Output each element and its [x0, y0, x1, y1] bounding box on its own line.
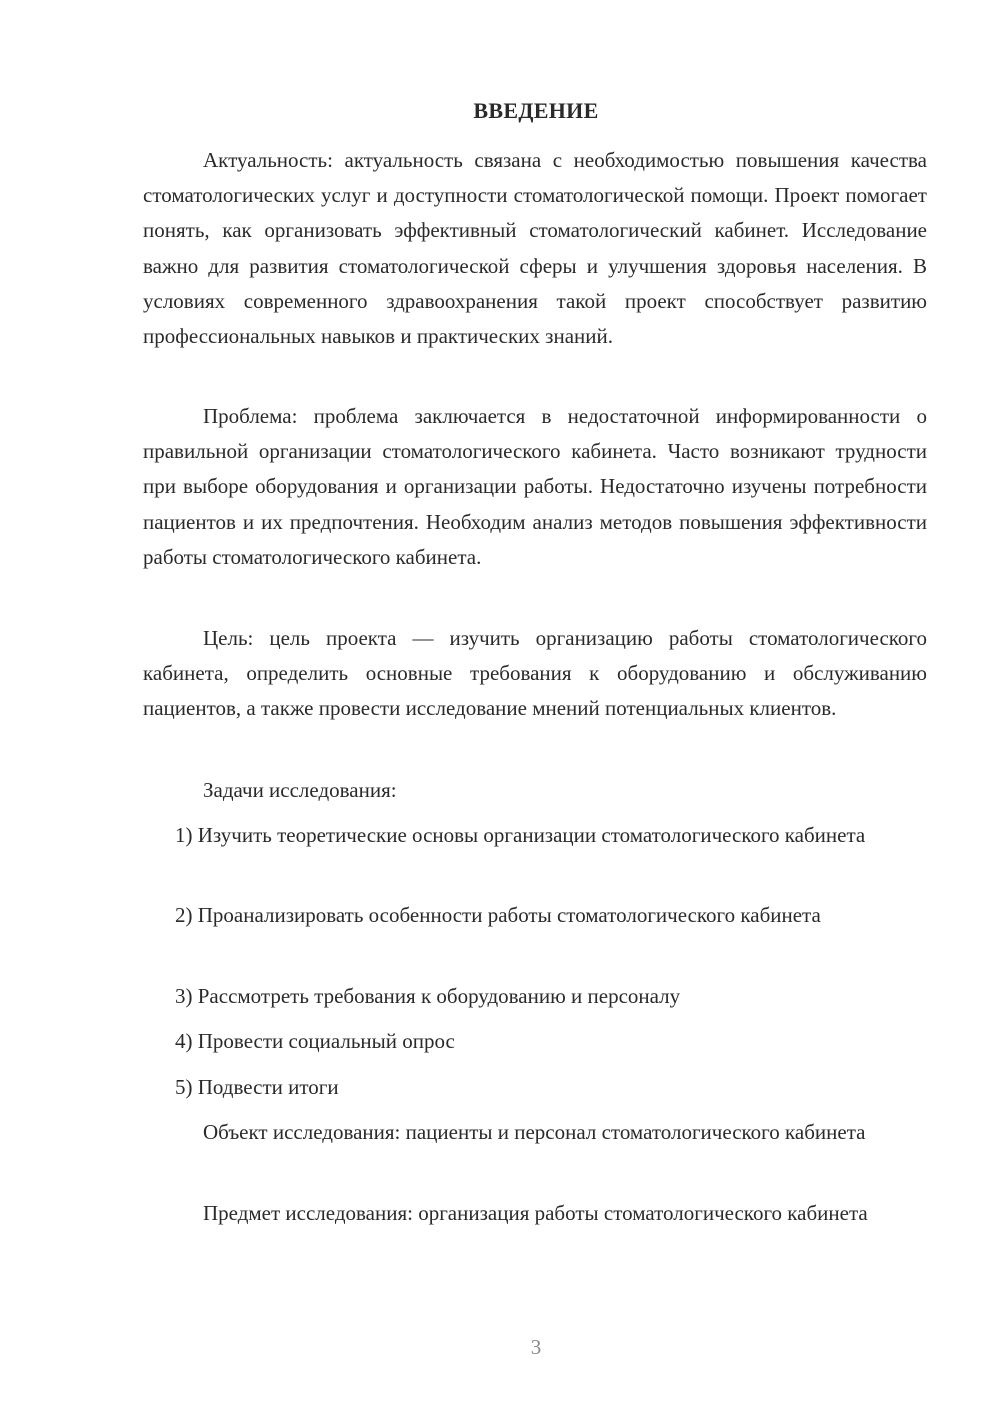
- subject-paragraph: Предмет исследования: организация работы стоматологического кабинета: [203, 1201, 868, 1225]
- section-heading: ВВЕДЕНИЕ: [473, 98, 599, 123]
- task-item-3: 3) Рассмотреть требования к оборудованию и персоналу: [175, 984, 681, 1008]
- page-number: 3: [530, 1335, 542, 1359]
- task-item-2: 2) Проанализировать особенности работы стоматологического кабинета: [175, 903, 821, 927]
- object-paragraph: Объект исследования: пациенты и персонал стоматологического кабинета: [203, 1120, 866, 1144]
- goal-paragraph: Цель: цель проекта — изучить организацию работы стоматологического кабинета, определить основные требования к оборудованию и обслуживанию пациентов, а также провести исследование мнений потенциальных клиентов.: [143, 626, 927, 721]
- task-item-5: 5) Подвести итоги: [175, 1075, 339, 1099]
- task-item-4: 4) Провести социальный опрос: [175, 1029, 455, 1053]
- tasks-title: Задачи исследования:: [203, 778, 397, 802]
- task-item-1: 1) Изучить теоретические основы организации стоматологического кабинета: [175, 823, 866, 847]
- relevance-paragraph: Актуальность: актуальность связана с необходимостью повышения качества стоматологических услуг и доступности стоматологической помощи. Проект помогает понять, как организовать эффективный стоматологический кабинет. Исследование важно для развития стоматологической сферы и улучшения здоровья населения. В условиях современного здравоохранения такой проект способствует развитию профессиональных навыков и практических знаний.: [143, 148, 927, 349]
- problem-paragraph: Проблема: проблема заключается в недостаточной информированности о правильной организации стоматологического кабинета. Часто возникают трудности при выборе оборудования и организации работы. Недостаточно изучены потребности пациентов и их предпочтения. Необходим анализ методов повышения эффективности работы стоматологического кабинета.: [143, 404, 927, 569]
